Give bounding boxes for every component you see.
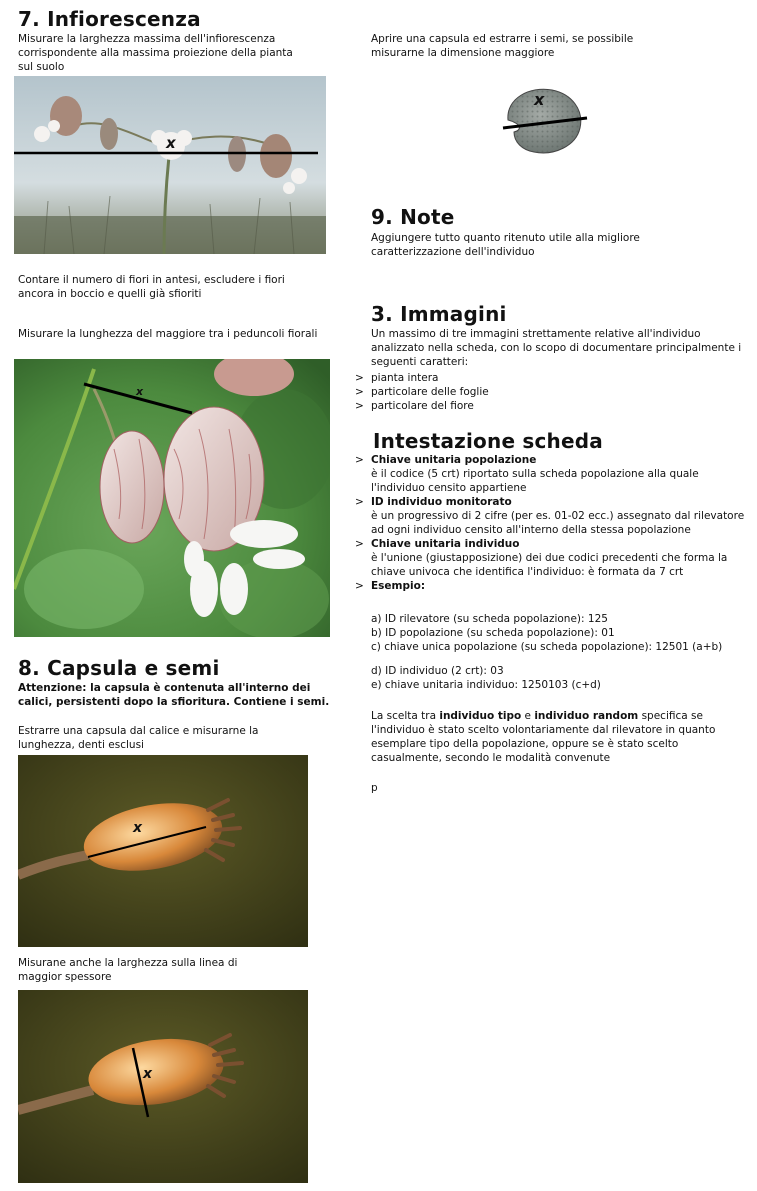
example-lines: [371, 612, 756, 654]
header-section-title: Intestazione scheda: [373, 429, 603, 453]
field-term: > Esempio:: [371, 580, 426, 592]
measure-x-label: x: [143, 1066, 153, 1082]
field-term: > Chiave unitaria popolazione: [371, 454, 537, 466]
list-item: [353, 537, 748, 579]
choice-term-random: individuo random: [534, 710, 639, 722]
field-term: > Chiave unitaria individuo: [371, 538, 520, 550]
inflorescence-description: Misurare la larghezza massima dell'infiorescenza corrispondente alla massima proiezione della pianta sul suolo: [18, 33, 293, 73]
field-desc: è il codice (5 crt) riportato sulla scheda popolazione alla quale l'individuo censito appartiene: [371, 468, 699, 494]
list-item: > particolare delle foglie: [353, 385, 733, 399]
images-description: Un massimo di tre immagini strettamente relative all'individuo analizzato nella scheda, con lo scopo di documentare principalmente i seguenti caratteri:: [371, 328, 742, 368]
notes-description: Aggiungere tutto quanto ritenuto utile alla migliore caratterizzazione dell'individuo: [371, 232, 640, 258]
list-item: > pianta intera: [353, 371, 733, 385]
measure-x-label: x: [136, 385, 144, 398]
list-item: > particolare del fiore: [353, 399, 733, 413]
example-e: e) chiave unitaria individuo: 1250103 (c+d): [371, 679, 601, 691]
section-8-title: 8. Capsula e semi: [18, 656, 220, 680]
capsule-extract-note: Estrarre una capsula dal calice e misurarne la lunghezza, denti esclusi: [18, 725, 259, 751]
example-lines-2: [371, 664, 756, 692]
field-desc: è un progressivo di 2 cifre (per es. 01-02 ecc.) assegnato dal rilevatore ad ogni individuo censito all'interno della stessa popolazione: [371, 510, 745, 536]
flowers-count-note: Contare il numero di fiori in antesi, escludere i fiori ancora in boccio e quelli già sfioriti: [18, 274, 285, 300]
field-term: > ID individuo monitorato: [371, 496, 512, 508]
capsule-length-illustration: [18, 755, 308, 947]
capsule-width-illustration: [18, 990, 308, 1183]
choice-term-type: individuo tipo: [439, 710, 522, 722]
capsule-length-photo: [18, 755, 308, 947]
measure-x-label: x: [166, 134, 176, 152]
seed-photo: [500, 84, 590, 158]
trailing-char: p: [371, 782, 378, 794]
measure-x-label: x: [133, 820, 143, 836]
section-3-title: 3. Immagini: [371, 302, 507, 326]
seed-measure-note: Aprire una capsula ed estrarre i semi, se possibile misurarne la dimensione maggiore: [371, 33, 634, 59]
example-a: a) ID rilevatore (su scheda popolazione): 125: [371, 613, 608, 625]
field-desc: è l'unione (giustapposizione) dei due codici precedenti che forma la chiave univoca che identifica l'individuo: è formata da 7 crt: [371, 552, 728, 578]
peduncle-illustration: [14, 359, 330, 637]
section-7-title: 7. Infiorescenza: [18, 7, 201, 31]
choice-text: La scelta tra: [371, 710, 440, 722]
list-item: [353, 495, 748, 537]
seed-illustration: [500, 84, 590, 158]
header-fields-list: [353, 453, 748, 593]
peduncle-photo: [14, 359, 330, 637]
inflorescence-illustration: [14, 76, 326, 254]
list-item: [353, 579, 748, 593]
capsule-width-note: Misurane anche la larghezza sulla linea di maggior spessore: [18, 957, 238, 983]
capsule-warning: Attenzione: la capsula è contenuta all'interno dei calici, persistenti dopo la sfioritura. Contiene i semi.: [18, 682, 330, 708]
individual-choice-paragraph: [371, 709, 731, 765]
capsule-width-photo: [18, 990, 308, 1183]
list-item: [353, 453, 748, 495]
example-d: d) ID individuo (2 crt): 03: [371, 665, 504, 677]
example-c: c) chiave unica popolazione (su scheda popolazione): 12501 (a+b): [371, 641, 723, 653]
images-list: [353, 371, 733, 413]
choice-text: specifica se l'individuo è stato scelto volontariamente dal rilevatore in quanto esemplare tipo della popolazione, oppure se è stato scelto casualmente, secondo le modalità convenute: [371, 710, 716, 764]
inflorescence-photo: [14, 76, 326, 254]
measure-x-label: x: [534, 90, 545, 109]
example-b: b) ID popolazione (su scheda popolazione): 01: [371, 627, 615, 639]
choice-text: e: [521, 710, 535, 722]
peduncle-note: Misurare la lunghezza del maggiore tra i peduncoli fiorali: [18, 328, 318, 340]
section-9-title: 9. Note: [371, 205, 455, 229]
